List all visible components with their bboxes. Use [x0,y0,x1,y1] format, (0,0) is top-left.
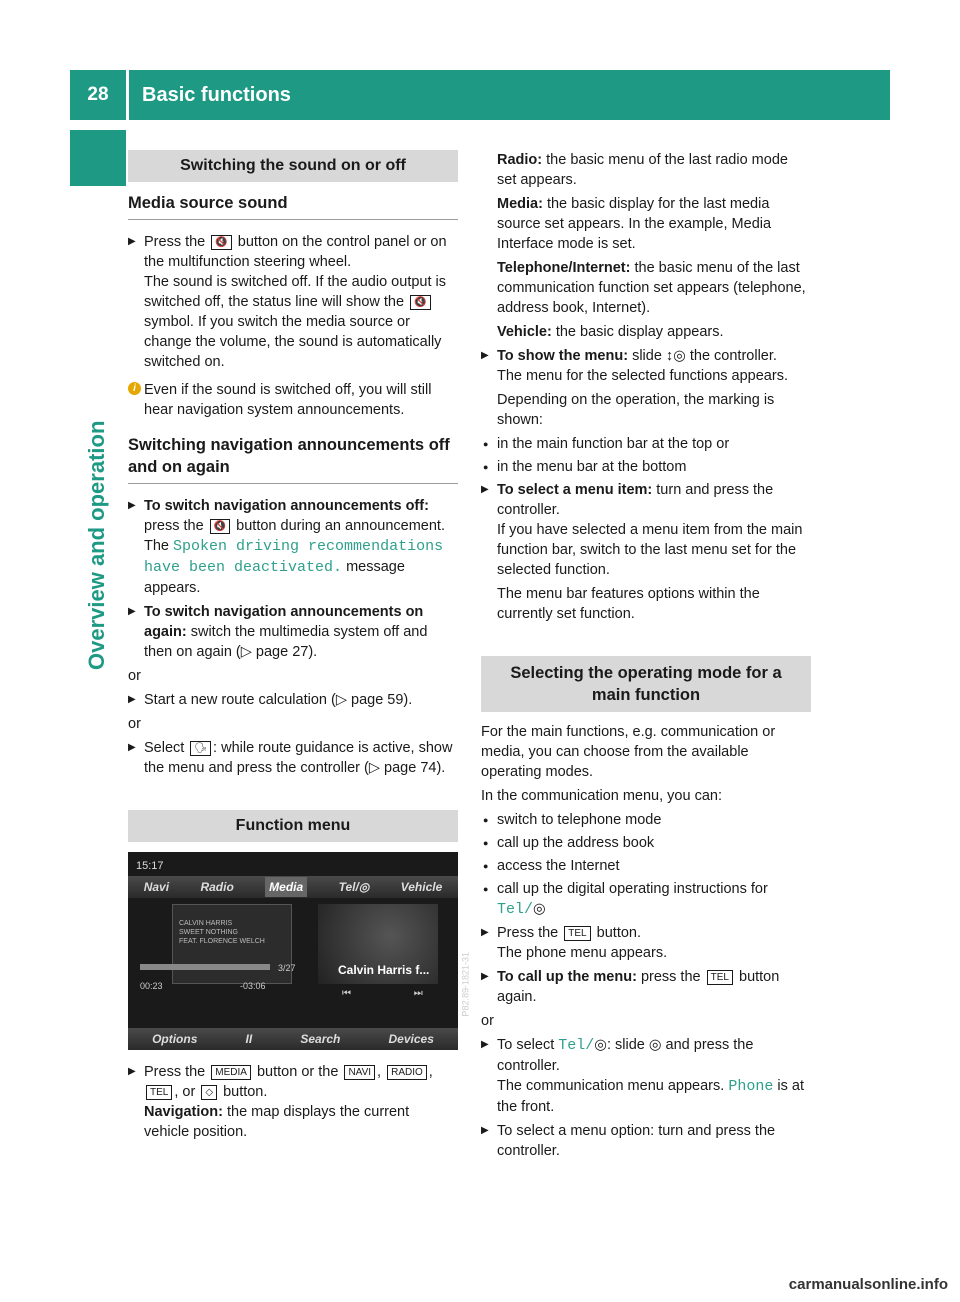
screen-artist: Calvin Harris f... [338,963,430,977]
screen-menu-media: Media [265,877,307,897]
mute-icon: 🔇 [410,295,430,310]
step-new-route: ▶ Start a new route calculation (▷ page 59). [128,690,458,710]
or-text: or [481,1013,494,1029]
menu-bar-note: The menu bar features options within the currently set function. [497,586,760,622]
section-heading-sound: Switching the sound on or off [128,150,458,182]
list-item: ● call up the address book [481,833,811,853]
step-switch-on-announcements: ▶ To switch navigation announcements on again: switch the multimedia system off and then on again (▷ page 27). [128,602,458,662]
tel-menu-label: Tel/ [497,901,534,918]
telephone-result: Telephone/Internet: the basic menu of the last communication function set appears (telephone, address book, Internet). [497,260,806,316]
screen-time: 15:17 [136,860,164,872]
mute-icon: 🔇 [210,519,230,534]
screen-time-elapsed: 00:23 [140,981,163,991]
screen-menu-vehicle: Vehicle [400,880,443,894]
screen-menu-navi: Navi [143,880,170,894]
list-item: ● access the Internet [481,856,811,876]
left-column [128,150,471,1146]
subheading-media-source-sound: Media source sound [128,192,458,220]
screen-track-number: 3/27 [278,963,296,973]
tel-key-icon: TEL [564,926,590,941]
screen-album-cover: CALVIN HARRIS SWEET NOTHING FEAT. FLORENCE WELCH [172,904,292,984]
section-heading-operating-mode: Selecting the operating mode for a main function [481,656,811,712]
screen-pause: II [245,1032,253,1046]
step-select-option: ▶ To select a menu option: turn and press the controller. [481,1121,811,1161]
page-number: 28 [87,84,109,105]
right-column [481,150,811,1165]
screen-image-code: P82.89-1821-31 [461,952,471,1017]
header-divider [126,70,129,120]
navi-key-icon: NAVI [344,1065,375,1080]
list-item: ● switch to telephone mode [481,810,811,830]
subheading-navigation-announcements: Switching navigation announcements off and on again [128,434,458,484]
tel-key-icon: TEL [146,1085,172,1100]
operating-mode-intro: For the main functions, e.g. communication or media, you can choose from the available operating modes. [481,724,776,780]
mute-icon: 🔇 [211,235,231,250]
screen-time-remaining: -03:06 [240,981,266,991]
media-key-icon: MEDIA [211,1065,251,1080]
media-screenshot [128,852,471,1050]
vehicle-result: Vehicle: the basic display appears. [497,324,724,340]
screen-menu-tel: Tel/◎ [338,880,370,894]
step-show-menu: ▶ To show the menu: slide ↕◎ the controller. The menu for the selected functions appears. [481,346,811,386]
radio-key-icon: RADIO [387,1065,427,1080]
screen-menu-bar [128,1028,458,1050]
or-text: or [128,716,141,732]
media-result: Media: the basic display for the last media source set appears. In the example, Media Interface mode is set. [497,196,772,252]
screen-search: Search [300,1032,341,1046]
info-icon: i [128,382,141,395]
or-text: or [128,668,141,684]
step-call-up-menu: ▶ To call up the menu: press the TEL button again. [481,967,811,1007]
step-select-menu-item: ▶ To select a menu item: turn and press the controller. If you have selected a menu item from the main function bar, switch to the last menu set for the selected function. [481,480,811,580]
globe-icon: ◎ [533,901,546,917]
step-press-tel: ▶ Press the TEL button. The phone menu appears. [481,923,811,963]
list-item: ● call up the digital operating instructions for Tel/◎ [481,879,811,920]
car-key-icon: ◇ [201,1085,217,1100]
controller-icon: ◎ [673,348,686,364]
display-message: Spoken driving recommendations have been deactivated. [144,538,444,576]
screen-menu-radio: Radio [200,880,234,894]
screen-devices: Devices [388,1032,434,1046]
step-press-function-button: ▶ Press the MEDIA button or the NAVI , RADIO , TEL , or ◇ button. Navigation: the map displays the current vehicle position. [128,1062,458,1142]
screen-options: Options [152,1032,198,1046]
list-item: ● in the main function bar at the top or [481,434,811,454]
voice-icon: 🗣 [190,741,211,756]
step-press-mute: ▶ Press the 🔇 button on the control panel or on the multifunction steering wheel. The sound is switched off. If the audio output is switched off, the status line will show the 🔇 symbol. If you switch the media source or change the volume, the sound is automatically switched on. [128,232,458,372]
side-chapter-label: Overview and operation [84,420,109,670]
globe-icon: ◎ [594,1037,607,1053]
step-select-voice: ▶ Select 🗣 : while route guidance is active, show the menu and press the controller (▷ page 74). [128,738,458,778]
page-title: Basic functions [142,84,291,106]
step-switch-off-announcements: ▶ To switch navigation announcements off: press the 🔇 button during an announcement. The Spoken driving recommendations have been deactivated. message appears. [128,496,458,598]
step-select-tel: ▶ To select Tel/◎: slide ◎ and press the controller. The communication menu appears. Phone is at the front. [481,1035,811,1117]
controller-icon: ◎ [648,1037,662,1053]
radio-result: Radio: the basic menu of the last radio mode set appears. [497,152,788,188]
section-heading-function-menu: Function menu [128,810,458,842]
watermark: carmanualsonline.info [788,1276,948,1293]
screen-progress-bar [140,964,270,970]
tel-key-icon: TEL [707,970,733,985]
communication-menu-intro: In the communication menu, you can: [481,788,722,804]
marking-intro: Depending on the operation, the marking is shown: [497,392,775,428]
screen-skip-icons: ⏮ ⏭ [342,988,453,999]
screen-main-function-bar [128,876,458,898]
tel-menu-label: Tel/ [558,1037,595,1054]
list-item: ● in the menu bar at the bottom [481,457,811,477]
phone-menu-label: Phone [728,1078,774,1095]
controller-slide-icon: ↕ [665,348,674,364]
info-note: i Even if the sound is switched off, you will still hear navigation system announcements. [128,380,458,420]
